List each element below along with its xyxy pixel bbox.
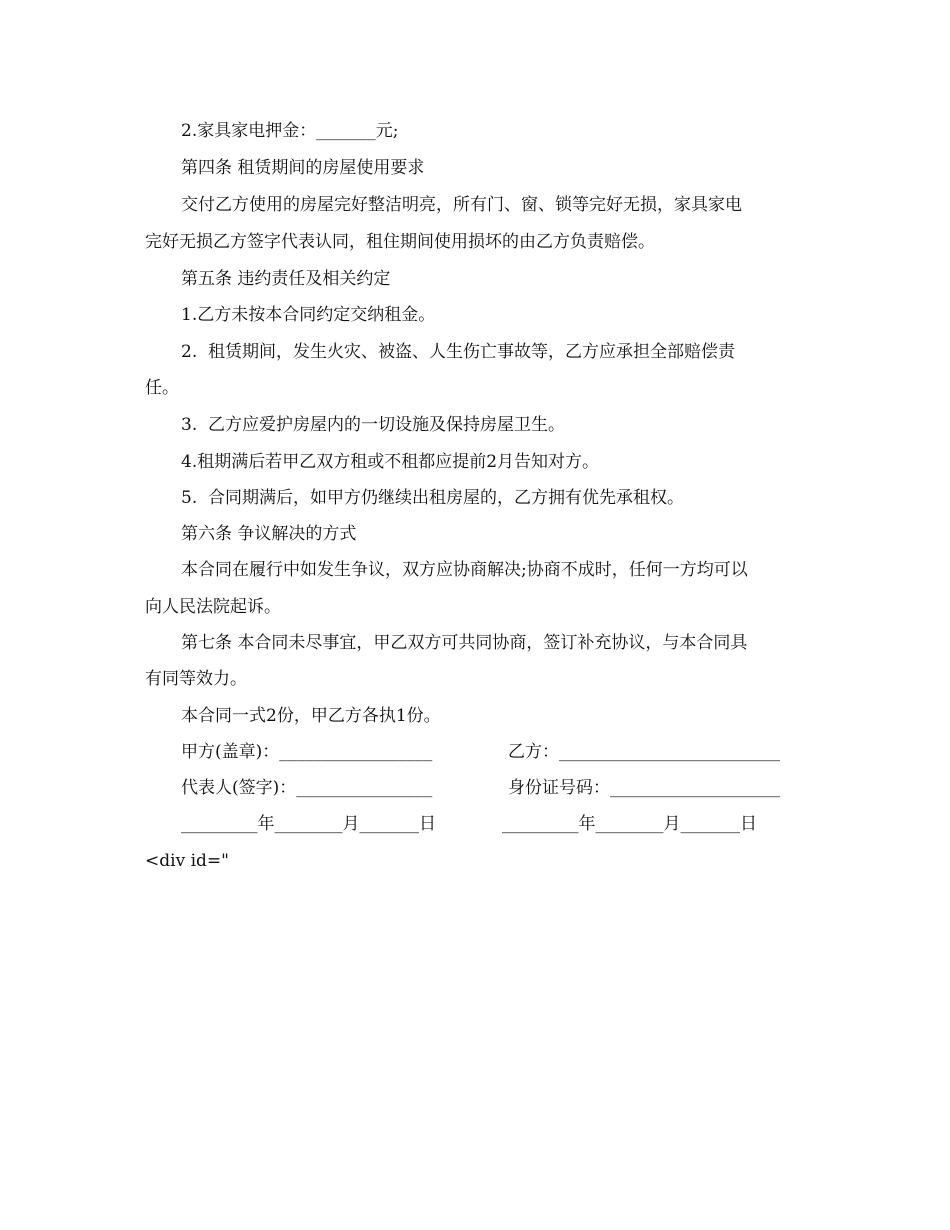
- party-b-field: 乙方：__________________________: [508, 742, 780, 762]
- list-item: 4.租期满后若甲乙双方租或不租都应提前2月告知对方。: [181, 452, 600, 472]
- representative-signature-field: 代表人(签字)：________________: [181, 778, 433, 798]
- paragraph-line: 向人民法院起诉。: [145, 597, 281, 617]
- copies-line: 本合同一式2份，甲乙方各执1份。: [181, 706, 441, 726]
- paragraph-line: 完好无损乙方签字代表认同，租住期间使用损坏的由乙方负责赔偿。: [145, 232, 655, 252]
- date-field-b: _________年________月_______日: [502, 814, 757, 834]
- paragraph-line: 交付乙方使用的房屋完好整洁明亮，所有门、窗、锁等完好无损，家具家电: [181, 195, 742, 215]
- article-7-line: 有同等效力。: [145, 669, 247, 689]
- list-item: 3. 乙方应爱护房屋内的一切设施及保持房屋卫生。: [181, 415, 566, 435]
- list-item-continued: 任。: [145, 378, 179, 398]
- paragraph-line: 本合同在履行中如发生争议，双方应协商解决;协商不成时，任何一方均可以: [181, 560, 748, 580]
- date-field-a: _________年________月_______日: [181, 814, 436, 834]
- article-6-heading: 第六条 争议解决的方式: [181, 524, 357, 544]
- article-4-heading: 第四条 租赁期间的房屋使用要求: [181, 158, 425, 178]
- trailing-text: <div id=": [145, 851, 229, 871]
- article-5-heading: 第五条 违约责任及相关约定: [181, 269, 391, 289]
- article-7-line: 第七条 本合同未尽事宜，甲乙双方可共同协商，签订补充协议，与本合同具: [181, 633, 748, 653]
- list-item: 5. 合同期满后，如甲方仍继续出租房屋的，乙方拥有优先承租权。: [181, 488, 685, 508]
- list-item: 2. 租赁期间，发生火灾、被盗、人生伤亡事故等，乙方应承担全部赔偿责: [181, 342, 736, 362]
- party-a-seal-field: 甲方(盖章)：__________________: [181, 742, 433, 762]
- id-number-field: 身份证号码：____________________: [508, 778, 780, 798]
- list-item: 1.乙方未按本合同约定交纳租金。: [181, 305, 436, 325]
- deposit-line: 2.家具家电押金：_______元;: [181, 121, 399, 141]
